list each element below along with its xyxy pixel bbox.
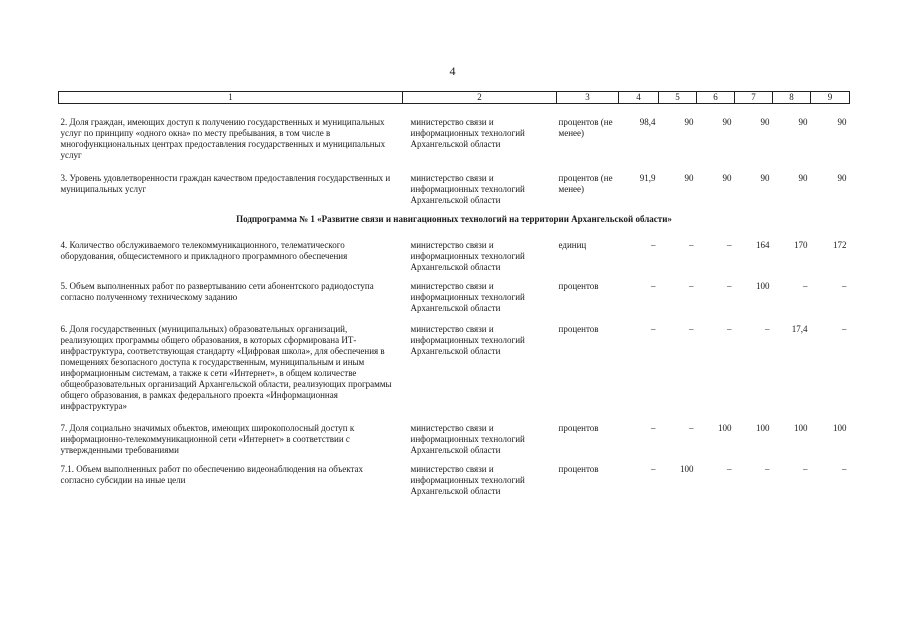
indicators-table bbox=[58, 91, 850, 497]
value-cell: – bbox=[765, 324, 770, 334]
responsible-org: министерство связи и информационных технологий Архангельской области bbox=[410, 117, 525, 149]
value-cell: – bbox=[651, 464, 656, 474]
value-cell: – bbox=[842, 464, 847, 474]
value-cell: 100 bbox=[756, 423, 770, 433]
value-cell: – bbox=[727, 240, 732, 250]
indicator-name: 5. Объем выполненных работ по развертыванию сети абонентского радиодоступа согласно полученному техническому заданию bbox=[60, 281, 374, 302]
indicator-name: 7. Доля социально значимых объектов, имеющих широкополосный доступ к информационно-телекоммуникационной сети «Интернет» в соответствии с утвержденными требованиями bbox=[60, 423, 355, 455]
responsible-org: министерство связи и информационных технологий Архангельской области bbox=[410, 324, 525, 356]
value-cell: – bbox=[689, 240, 694, 250]
table-row bbox=[59, 324, 850, 412]
value-cell: – bbox=[651, 240, 656, 250]
value-cell: – bbox=[689, 281, 694, 291]
indicator-name: 2. Доля граждан, имеющих доступ к получению государственных и муниципальных услуг по принципу «одного окна» по месту пребывания, в том числе в многофункциональных центрах предоставления государственных и муниципальных услуг bbox=[60, 117, 386, 160]
unit-of-measure: процентов bbox=[558, 281, 599, 291]
value-cell: 90 bbox=[722, 117, 732, 127]
value-cell: 170 bbox=[794, 240, 808, 250]
header-cell: 8 bbox=[773, 92, 811, 104]
responsible-org: министерство связи и информационных технологий Архангельской области bbox=[410, 240, 525, 272]
table-row bbox=[59, 240, 850, 273]
header-cell: 1 bbox=[59, 92, 403, 104]
value-cell: – bbox=[727, 281, 732, 291]
unit-of-measure: процентов bbox=[558, 464, 599, 474]
unit-of-measure: процентов bbox=[558, 324, 599, 334]
responsible-org: министерство связи и информационных технологий Архангельской области bbox=[410, 173, 525, 205]
spacer bbox=[59, 104, 850, 118]
spacer bbox=[59, 456, 850, 464]
table-row bbox=[59, 173, 850, 206]
value-cell: – bbox=[765, 464, 770, 474]
header-cell: 3 bbox=[557, 92, 619, 104]
indicator-name: 7.1. Объем выполненных работ по обеспечению видеонаблюдения на объектах согласно субсидии на иные цели bbox=[60, 464, 364, 485]
value-cell: 100 bbox=[794, 423, 808, 433]
page-number: 4 bbox=[449, 64, 456, 78]
responsible-org: министерство связи и информационных технологий Архангельской области bbox=[410, 423, 525, 455]
spacer bbox=[59, 314, 850, 324]
indicator-name: 4. Количество обслуживаемого телекоммуникационного, телематического оборудования, общесистемного и прикладного программного обеспечения bbox=[60, 240, 348, 261]
value-cell: – bbox=[803, 464, 808, 474]
value-cell: 100 bbox=[756, 281, 770, 291]
table-row bbox=[59, 423, 850, 456]
spacer bbox=[59, 161, 850, 173]
unit-of-measure: процентов (не менее) bbox=[558, 117, 613, 138]
value-cell: 91,9 bbox=[639, 173, 656, 183]
spacer bbox=[59, 273, 850, 281]
value-cell: 164 bbox=[756, 240, 770, 250]
value-cell: – bbox=[803, 281, 808, 291]
table-row bbox=[59, 281, 850, 314]
responsible-org: министерство связи и информационных технологий Архангельской области bbox=[410, 464, 525, 496]
value-cell: 90 bbox=[837, 173, 847, 183]
value-cell: – bbox=[689, 423, 694, 433]
value-cell: 90 bbox=[798, 117, 808, 127]
column-number-header bbox=[59, 92, 850, 104]
value-cell: 100 bbox=[680, 464, 694, 474]
value-cell: – bbox=[651, 324, 656, 334]
value-cell: – bbox=[651, 281, 656, 291]
value-cell: 172 bbox=[833, 240, 847, 250]
header-cell: 9 bbox=[811, 92, 850, 104]
value-cell: 98,4 bbox=[639, 117, 656, 127]
value-cell: 100 bbox=[833, 423, 847, 433]
header-cell: 4 bbox=[619, 92, 659, 104]
value-cell: – bbox=[651, 423, 656, 433]
value-cell: – bbox=[727, 464, 732, 474]
spacer bbox=[59, 412, 850, 423]
value-cell: 100 bbox=[718, 423, 732, 433]
unit-of-measure: единиц bbox=[558, 240, 587, 250]
subprogram-title: Подпрограмма № 1 «Развитие связи и навигационных технологий на территории Архангельской области» bbox=[236, 214, 672, 224]
unit-of-measure: процентов bbox=[558, 423, 599, 433]
header-cell: 7 bbox=[735, 92, 773, 104]
responsible-org: министерство связи и информационных технологий Архангельской области bbox=[410, 281, 525, 313]
header-cell: 2 bbox=[403, 92, 557, 104]
value-cell: 90 bbox=[684, 117, 694, 127]
value-cell: – bbox=[689, 324, 694, 334]
section-heading-row bbox=[59, 206, 850, 240]
value-cell: 90 bbox=[684, 173, 694, 183]
value-cell: 90 bbox=[798, 173, 808, 183]
value-cell: – bbox=[842, 281, 847, 291]
value-cell: 90 bbox=[760, 117, 770, 127]
value-cell: 90 bbox=[722, 173, 732, 183]
value-cell: 90 bbox=[760, 173, 770, 183]
table-row bbox=[59, 464, 850, 497]
indicator-name: 3. Уровень удовлетворенности граждан качеством предоставления государственных и муниципальных услуг bbox=[60, 173, 391, 194]
value-cell: – bbox=[842, 324, 847, 334]
header-cell: 6 bbox=[697, 92, 735, 104]
header-cell: 5 bbox=[659, 92, 697, 104]
unit-of-measure: процентов (не менее) bbox=[558, 173, 613, 194]
table-row bbox=[59, 117, 850, 161]
indicator-name: 6. Доля государственных (муниципальных) образовательных организаций, реализующих программы общего образования, в которых сформирована ИТ-инфраструктура, соответствующая стандарту «Цифровая школа», для обеспечения в помещениях безопасного доступа к государственным, муниципальным и иным информационным системам, а также к сети «Интернет», в общем количестве общеобразовательных организаций Архангельской области, реализующих программы общего образования, в рамках федерального проекта «Информационная инфраструктура» bbox=[60, 324, 392, 411]
value-cell: – bbox=[727, 324, 732, 334]
value-cell: 90 bbox=[837, 117, 847, 127]
value-cell: 17,4 bbox=[791, 324, 808, 334]
